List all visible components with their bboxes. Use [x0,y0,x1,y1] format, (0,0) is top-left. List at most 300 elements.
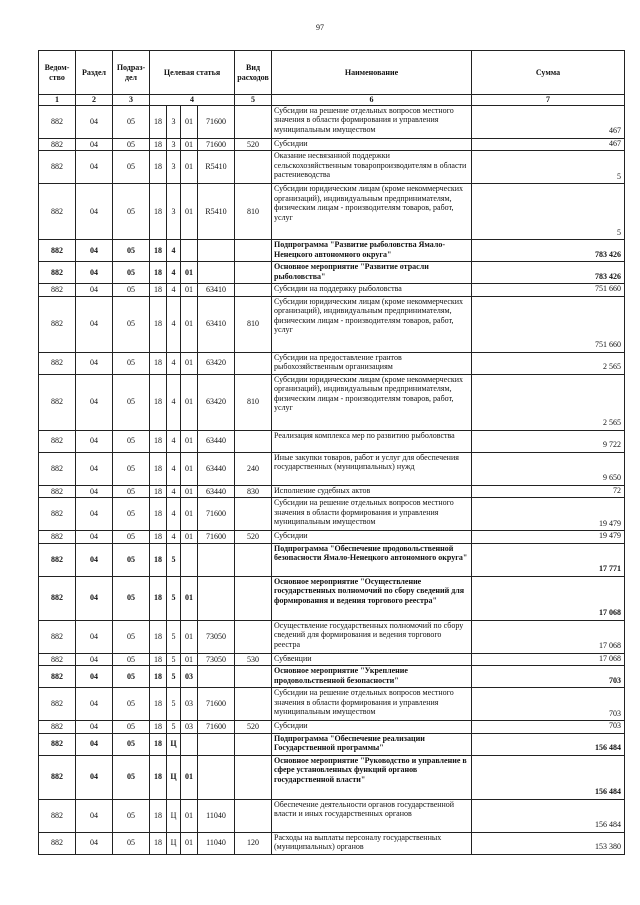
name-cell: Обеспечение деятельности органов государственной власти и иных государственных органов [272,799,472,832]
vedomstvo-cell: 882 [39,543,76,576]
sum-cell: 156 484 [472,799,625,832]
header-vid-raskhodov: Вид расходов [235,51,272,95]
col-number: 1 [39,95,76,106]
target-code-1: 18 [150,485,167,498]
podrazdel-cell: 05 [113,240,150,262]
sum-cell: 17 068 [472,576,625,620]
razdel-cell: 04 [76,105,113,138]
podrazdel-cell: 05 [113,832,150,854]
col-number: 5 [235,95,272,106]
target-code-2: 5 [167,666,181,688]
header-naimenovanie: Наименование [272,51,472,95]
podrazdel-cell: 05 [113,284,150,297]
target-code-3: 01 [181,262,198,284]
target-code-4: 63420 [198,352,235,374]
target-code-3: 01 [181,832,198,854]
col-number: 3 [113,95,150,106]
target-code-3: 01 [181,531,198,544]
vedomstvo-cell: 882 [39,284,76,297]
name-cell: Субсидии на предоставление грантов рыбохозяйственным организациям [272,352,472,374]
sum-cell: 153 380 [472,832,625,854]
target-code-2: 4 [167,240,181,262]
name-cell: Реализация комплекса мер по развитию рыболовства [272,430,472,452]
name-cell: Подпрограмма "Обеспечение реализации Государственной программы" [272,733,472,755]
target-code-2: 5 [167,721,181,734]
vedomstvo-cell: 882 [39,832,76,854]
target-code-1: 18 [150,666,167,688]
podrazdel-cell: 05 [113,531,150,544]
target-code-1: 18 [150,452,167,485]
table-row [39,543,625,576]
header-summa: Сумма [472,51,625,95]
podrazdel-cell: 05 [113,576,150,620]
table-row [39,105,625,138]
razdel-cell: 04 [76,352,113,374]
target-code-2: 5 [167,688,181,721]
table-row [39,733,625,755]
target-code-2: 4 [167,296,181,352]
table-row [39,138,625,151]
target-code-4: 63440 [198,430,235,452]
table-row [39,498,625,531]
target-code-4 [198,576,235,620]
name-cell: Субсидии юридическим лицам (кроме некоммерческих организаций), индивидуальным предпринимателям, физическим лицам - производителям товаров, работ, услуг [272,374,472,430]
vedomstvo-cell: 882 [39,531,76,544]
sum-cell: 9 722 [472,430,625,452]
table-row [39,799,625,832]
vid-cell [235,151,272,184]
target-code-4: 63410 [198,284,235,297]
name-cell: Субсидии [272,721,472,734]
table-row [39,832,625,854]
name-cell: Субсидии на поддержку рыболовства [272,284,472,297]
sum-cell: 19 479 [472,498,625,531]
target-code-2: 4 [167,284,181,297]
target-code-2: Ц [167,755,181,799]
vedomstvo-cell: 882 [39,296,76,352]
sum-cell: 17 068 [472,620,625,653]
vid-cell [235,352,272,374]
target-code-1: 18 [150,240,167,262]
vid-cell [235,733,272,755]
col-number: 4 [150,95,235,106]
target-code-1: 18 [150,799,167,832]
target-code-2: 3 [167,151,181,184]
razdel-cell: 04 [76,755,113,799]
podrazdel-cell: 05 [113,799,150,832]
razdel-cell: 04 [76,799,113,832]
vedomstvo-cell: 882 [39,485,76,498]
sum-cell: 17 068 [472,653,625,666]
sum-cell: 703 [472,688,625,721]
target-code-2: 4 [167,374,181,430]
target-code-3: 01 [181,138,198,151]
sum-cell: 72 [472,485,625,498]
sum-cell: 751 660 [472,284,625,297]
razdel-cell: 04 [76,653,113,666]
razdel-cell: 04 [76,576,113,620]
vid-cell [235,498,272,531]
podrazdel-cell: 05 [113,452,150,485]
razdel-cell: 04 [76,733,113,755]
table-row [39,688,625,721]
name-cell: Оказание несвязанной поддержки сельскохозяйственным товаропроизводителям в области растениеводства [272,151,472,184]
sum-cell: 19 479 [472,531,625,544]
vid-cell: 120 [235,832,272,854]
page-number: 97 [316,23,324,32]
vedomstvo-cell: 882 [39,733,76,755]
razdel-cell: 04 [76,721,113,734]
target-code-4 [198,240,235,262]
vid-cell: 240 [235,452,272,485]
name-cell: Субсидии на решение отдельных вопросов местного значения в области формирования и управления муниципальным имуществом [272,498,472,531]
target-code-4 [198,543,235,576]
vid-cell [235,262,272,284]
target-code-2: 3 [167,105,181,138]
vedomstvo-cell: 882 [39,374,76,430]
target-code-4: 63440 [198,452,235,485]
razdel-cell: 04 [76,240,113,262]
target-code-3: 01 [181,105,198,138]
podrazdel-cell: 05 [113,262,150,284]
header-tselevaya-statya: Целевая статья [150,51,235,95]
vid-cell: 520 [235,721,272,734]
name-cell: Осуществление государственных полномочий по сбору сведений для формирования и ведения торгового реестра [272,620,472,653]
target-code-1: 18 [150,138,167,151]
target-code-3: 01 [181,576,198,620]
name-cell: Иные закупки товаров, работ и услуг для обеспечения государственных (муниципальных) нужд [272,452,472,485]
target-code-3: 01 [181,799,198,832]
sum-cell: 156 484 [472,733,625,755]
vid-cell: 810 [235,184,272,240]
podrazdel-cell: 05 [113,374,150,430]
vedomstvo-cell: 882 [39,666,76,688]
vedomstvo-cell: 882 [39,755,76,799]
target-code-1: 18 [150,576,167,620]
target-code-1: 18 [150,721,167,734]
target-code-1: 18 [150,284,167,297]
target-code-2: 5 [167,576,181,620]
table-row [39,184,625,240]
target-code-3 [181,543,198,576]
name-cell: Субвенции [272,653,472,666]
razdel-cell: 04 [76,284,113,297]
target-code-1: 18 [150,262,167,284]
name-cell: Основное мероприятие "Укрепление продовольственной безопасности" [272,666,472,688]
razdel-cell: 04 [76,832,113,854]
target-code-1: 18 [150,733,167,755]
sum-cell: 2 565 [472,374,625,430]
podrazdel-cell: 05 [113,543,150,576]
table-row [39,452,625,485]
target-code-3: 03 [181,721,198,734]
target-code-4: 71600 [198,138,235,151]
target-code-1: 18 [150,374,167,430]
podrazdel-cell: 05 [113,620,150,653]
target-code-1: 18 [150,105,167,138]
header-podrazdel: Подраз-дел [113,51,150,95]
target-code-3: 01 [181,296,198,352]
name-cell: Основное мероприятие "Развитие отрасли рыболовства" [272,262,472,284]
podrazdel-cell: 05 [113,151,150,184]
target-code-4: 11040 [198,799,235,832]
target-code-2: Ц [167,832,181,854]
vid-cell [235,666,272,688]
table-row [39,755,625,799]
vid-cell: 810 [235,296,272,352]
target-code-2: 4 [167,498,181,531]
col-number: 6 [272,95,472,106]
table-row [39,240,625,262]
podrazdel-cell: 05 [113,721,150,734]
podrazdel-cell: 05 [113,755,150,799]
target-code-1: 18 [150,184,167,240]
name-cell: Исполнение судебных актов [272,485,472,498]
sum-cell: 9 650 [472,452,625,485]
table-row [39,151,625,184]
target-code-3: 01 [181,452,198,485]
vedomstvo-cell: 882 [39,620,76,653]
podrazdel-cell: 05 [113,430,150,452]
sum-cell: 467 [472,105,625,138]
target-code-4: 73050 [198,653,235,666]
sum-cell: 2 565 [472,352,625,374]
header-vedomstvo: Ведом-ство [39,51,76,95]
target-code-3: 01 [181,498,198,531]
name-cell: Субсидии на решение отдельных вопросов местного значения в области формирования и управления муниципальным имуществом [272,688,472,721]
podrazdel-cell: 05 [113,485,150,498]
target-code-3: 03 [181,666,198,688]
vid-cell [235,240,272,262]
name-cell: Субсидии юридическим лицам (кроме некоммерческих организаций), индивидуальным предпринимателям, физическим лицам - производителям товаров, работ, услуг [272,184,472,240]
table-row [39,430,625,452]
podrazdel-cell: 05 [113,653,150,666]
razdel-cell: 04 [76,452,113,485]
table-row [39,284,625,297]
table-row [39,620,625,653]
vedomstvo-cell: 882 [39,721,76,734]
target-code-3 [181,240,198,262]
target-code-2: 4 [167,485,181,498]
target-code-2: 3 [167,184,181,240]
vid-cell [235,688,272,721]
razdel-cell: 04 [76,430,113,452]
target-code-1: 18 [150,296,167,352]
target-code-3: 01 [181,352,198,374]
razdel-cell: 04 [76,138,113,151]
target-code-4: 11040 [198,832,235,854]
target-code-4 [198,755,235,799]
table-row [39,374,625,430]
target-code-1: 18 [150,352,167,374]
target-code-1: 18 [150,430,167,452]
target-code-1: 18 [150,498,167,531]
name-cell: Субсидии [272,138,472,151]
razdel-cell: 04 [76,184,113,240]
target-code-3: 01 [181,284,198,297]
name-cell: Расходы на выплаты персоналу государственных (муниципальных) органов [272,832,472,854]
sum-cell: 703 [472,666,625,688]
razdel-cell: 04 [76,620,113,653]
podrazdel-cell: 05 [113,352,150,374]
razdel-cell: 04 [76,666,113,688]
name-cell: Подпрограмма "Развитие рыболовства Ямало-Ненецкого автономного округа" [272,240,472,262]
target-code-3: 01 [181,430,198,452]
budget-table [38,50,625,855]
table-row [39,262,625,284]
vedomstvo-cell: 882 [39,430,76,452]
target-code-1: 18 [150,832,167,854]
table-row [39,653,625,666]
target-code-4: 63440 [198,485,235,498]
vid-cell: 520 [235,531,272,544]
target-code-4: 63410 [198,296,235,352]
target-code-2: 5 [167,653,181,666]
target-code-4 [198,262,235,284]
header-razdel: Раздел [76,51,113,95]
table-row [39,721,625,734]
target-code-2: 4 [167,430,181,452]
razdel-cell: 04 [76,531,113,544]
target-code-4: 73050 [198,620,235,653]
podrazdel-cell: 05 [113,733,150,755]
target-code-3: 01 [181,485,198,498]
vid-cell [235,755,272,799]
sum-cell: 5 [472,184,625,240]
target-code-3 [181,733,198,755]
podrazdel-cell: 05 [113,688,150,721]
target-code-2: Ц [167,733,181,755]
podrazdel-cell: 05 [113,184,150,240]
razdel-cell: 04 [76,688,113,721]
sum-cell: 5 [472,151,625,184]
razdel-cell: 04 [76,374,113,430]
vedomstvo-cell: 882 [39,240,76,262]
vedomstvo-cell: 882 [39,576,76,620]
name-cell: Субсидии на решение отдельных вопросов местного значения в области формирования и управления муниципальным имуществом [272,105,472,138]
razdel-cell: 04 [76,151,113,184]
podrazdel-cell: 05 [113,105,150,138]
target-code-2: 4 [167,452,181,485]
target-code-3: 01 [181,151,198,184]
table-row [39,352,625,374]
vid-cell [235,543,272,576]
target-code-4: 71600 [198,498,235,531]
vedomstvo-cell: 882 [39,138,76,151]
vid-cell [235,620,272,653]
vedomstvo-cell: 882 [39,498,76,531]
target-code-2: 4 [167,262,181,284]
name-cell: Основное мероприятие "Осуществление государственных полномочий по сбору сведений для формирования и ведения торгового реестра" [272,576,472,620]
target-code-3: 01 [181,653,198,666]
vedomstvo-cell: 882 [39,262,76,284]
table-row [39,296,625,352]
razdel-cell: 04 [76,498,113,531]
name-cell: Основное мероприятие "Руководство и управление в сфере установленных функций органов государственной власти" [272,755,472,799]
target-code-1: 18 [150,755,167,799]
target-code-1: 18 [150,543,167,576]
sum-cell: 156 484 [472,755,625,799]
razdel-cell: 04 [76,543,113,576]
name-cell: Подпрограмма "Обеспечение продовольственной безопасности Ямало-Ненецкого автономного округа" [272,543,472,576]
target-code-4 [198,666,235,688]
target-code-1: 18 [150,151,167,184]
target-code-4: R5410 [198,184,235,240]
vedomstvo-cell: 882 [39,688,76,721]
razdel-cell: 04 [76,296,113,352]
target-code-4: 63420 [198,374,235,430]
target-code-4: 71600 [198,531,235,544]
sum-cell: 17 771 [472,543,625,576]
target-code-2: 5 [167,543,181,576]
target-code-3: 01 [181,620,198,653]
vedomstvo-cell: 882 [39,452,76,485]
vedomstvo-cell: 882 [39,799,76,832]
name-cell: Субсидии [272,531,472,544]
target-code-1: 18 [150,653,167,666]
target-code-1: 18 [150,688,167,721]
podrazdel-cell: 05 [113,498,150,531]
vid-cell: 810 [235,374,272,430]
target-code-4: 71600 [198,721,235,734]
table-row [39,576,625,620]
target-code-2: 4 [167,352,181,374]
sum-cell: 783 426 [472,240,625,262]
vid-cell [235,105,272,138]
razdel-cell: 04 [76,485,113,498]
target-code-4 [198,733,235,755]
vid-cell [235,284,272,297]
vid-cell: 530 [235,653,272,666]
target-code-4: 71600 [198,688,235,721]
target-code-4: 71600 [198,105,235,138]
sum-cell: 783 426 [472,262,625,284]
target-code-1: 18 [150,531,167,544]
vid-cell: 520 [235,138,272,151]
table-row [39,531,625,544]
col-number: 7 [472,95,625,106]
target-code-2: 4 [167,531,181,544]
podrazdel-cell: 05 [113,296,150,352]
target-code-3: 03 [181,688,198,721]
sum-cell: 751 660 [472,296,625,352]
vid-cell: 830 [235,485,272,498]
table-row [39,485,625,498]
vedomstvo-cell: 882 [39,653,76,666]
sum-cell: 467 [472,138,625,151]
vid-cell [235,430,272,452]
podrazdel-cell: 05 [113,138,150,151]
col-number: 2 [76,95,113,106]
sum-cell: 703 [472,721,625,734]
target-code-3: 01 [181,374,198,430]
vedomstvo-cell: 882 [39,184,76,240]
vedomstvo-cell: 882 [39,105,76,138]
target-code-3: 01 [181,184,198,240]
podrazdel-cell: 05 [113,666,150,688]
vid-cell [235,576,272,620]
vedomstvo-cell: 882 [39,352,76,374]
target-code-4: R5410 [198,151,235,184]
name-cell: Субсидии юридическим лицам (кроме некоммерческих организаций), индивидуальным предпринимателям, физическим лицам - производителям товаров, работ, услуг [272,296,472,352]
table-row [39,666,625,688]
vedomstvo-cell: 882 [39,151,76,184]
target-code-1: 18 [150,620,167,653]
target-code-2: 3 [167,138,181,151]
razdel-cell: 04 [76,262,113,284]
target-code-3: 01 [181,755,198,799]
target-code-2: Ц [167,799,181,832]
